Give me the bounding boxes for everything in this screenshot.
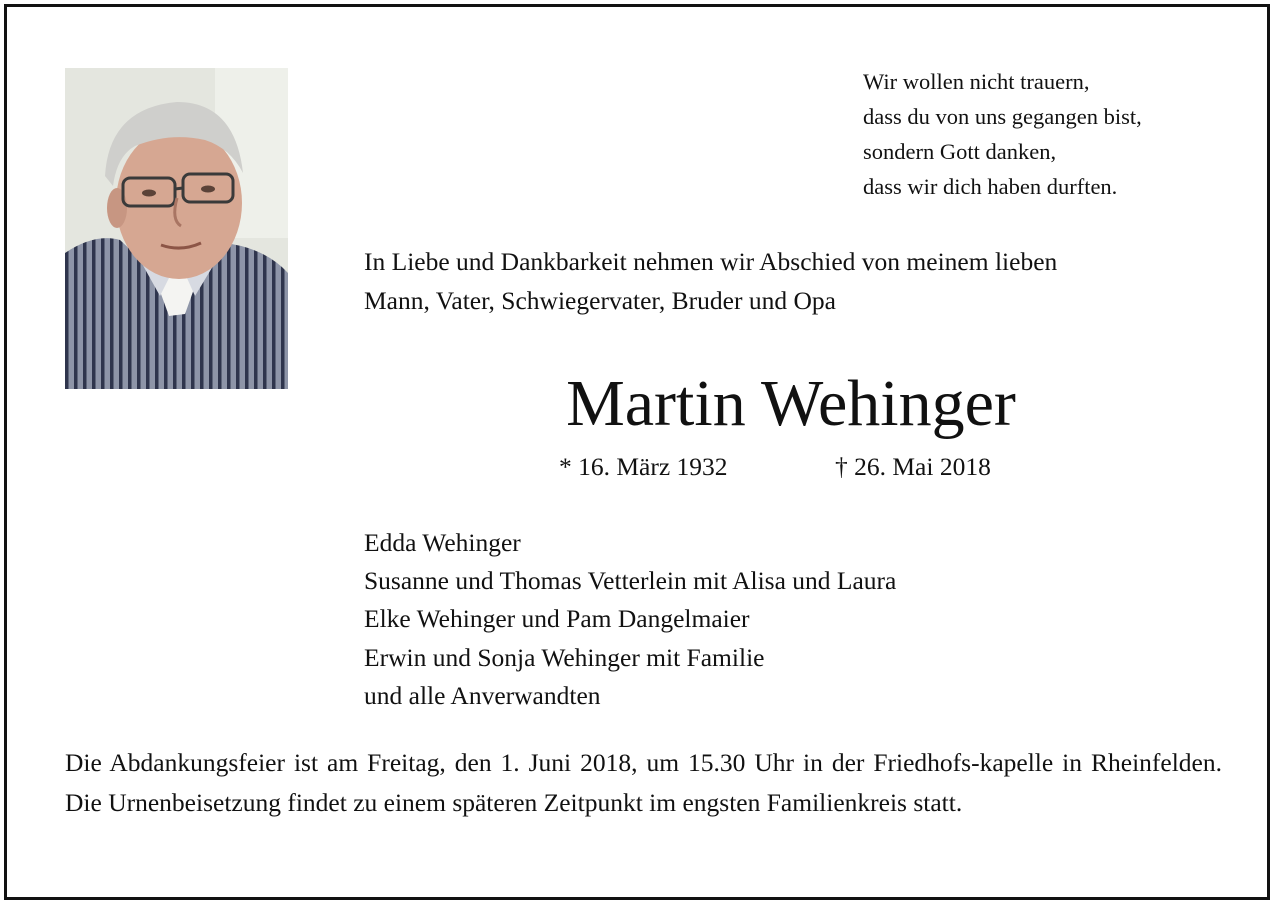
poem-line: sondern Gott danken, bbox=[863, 139, 1057, 164]
portrait-image bbox=[65, 68, 288, 389]
mourner-line: Susanne und Thomas Vetterlein mit Alisa und Laura bbox=[364, 566, 897, 596]
birth-date: * 16. März 1932 bbox=[559, 452, 728, 481]
deceased-name: Martin Wehinger bbox=[566, 367, 1016, 440]
obituary-frame bbox=[4, 4, 1270, 900]
death-date: † 26. Mai 2018 bbox=[835, 452, 991, 481]
service-notice: Die Abdankungsfeier ist am Freitag, den 1. Juni 2018, um 15.30 Uhr in der Friedhofs-kapelle in Rheinfelden. Die Urnenbeisetzung findet zu einem späteren Zeitpunkt im engsten Familienkreis statt. bbox=[65, 748, 1222, 817]
poem-line: dass du von uns gegangen bist, bbox=[863, 104, 1142, 129]
intro-line: Mann, Vater, Schwiegervater, Bruder und Opa bbox=[364, 286, 836, 315]
intro-line: In Liebe und Dankbarkeit nehmen wir Abschied von meinem lieben bbox=[364, 247, 1058, 276]
poem-verse bbox=[863, 64, 1142, 204]
mourner-line: Edda Wehinger bbox=[364, 528, 521, 557]
portrait-photo bbox=[65, 68, 288, 389]
mourner-line: Erwin und Sonja Wehinger mit Familie bbox=[364, 642, 765, 672]
mourner-line: und alle Anverwandten bbox=[364, 680, 601, 710]
mourners-list bbox=[364, 524, 896, 715]
poem-line: dass wir dich haben durften. bbox=[863, 174, 1118, 199]
mourner-line: Elke Wehinger und Pam Dangelmaier bbox=[364, 604, 750, 634]
poem-line: Wir wollen nicht trauern, bbox=[863, 69, 1090, 94]
farewell-intro bbox=[364, 242, 1057, 320]
